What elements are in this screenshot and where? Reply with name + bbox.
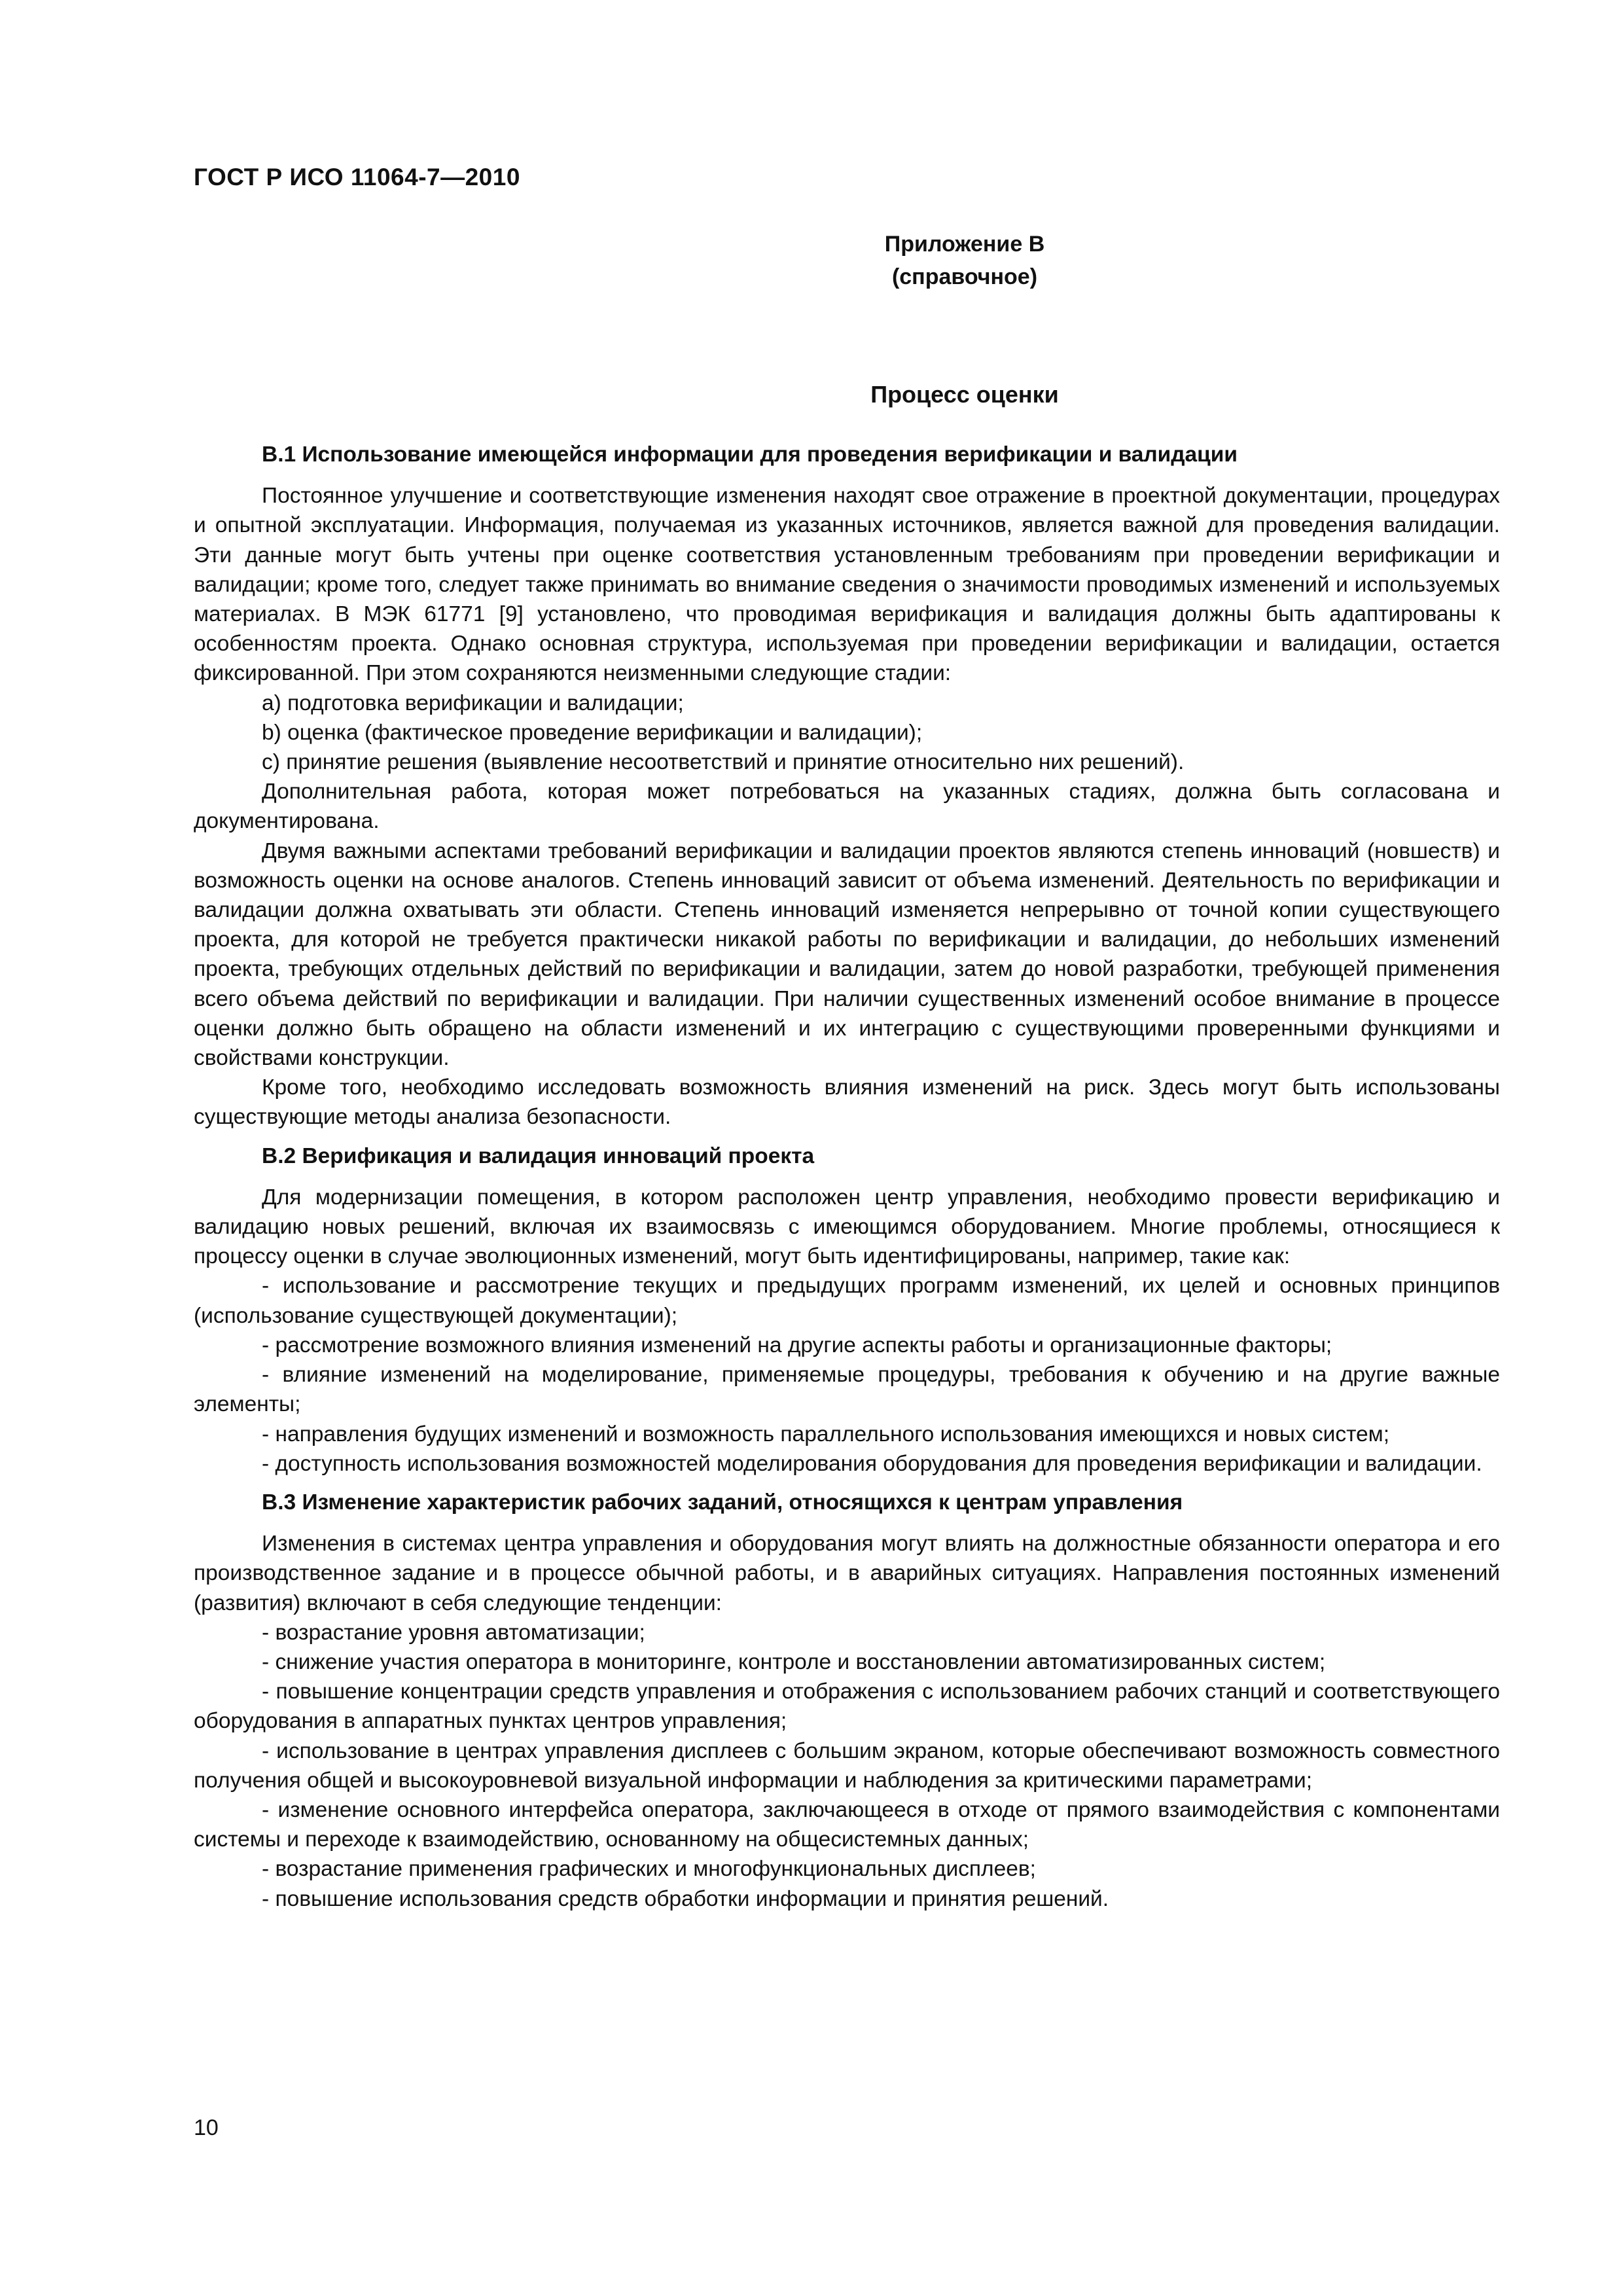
list-item: - снижение участия оператора в мониторинге, контроле и восстановлении автоматизированных систем; (262, 1649, 1326, 1674)
paragraph: Двумя важными аспектами требований верификации и валидации проектов являются степень инноваций (новшеств) и возможность оценки на основе аналогов. Степень инноваций зависит от объема изменений. Деятельность по верификации и валидации должна охватывать эти области. Степень инноваций изменяется непрерывно от точной копии существующего проекта, для которой не требуется практически никакой работы по верификации и валидации, до небольших изменений проекта, требующих отдельных действий по верификации и валидации, затем до новой разработки, требующей применения всего объема действий по верификации и валидации. При наличии существенных изменений особое внимание в процессе оценки должно быть обращено на области изменений и их интеграцию с существующими проверенными функциями и свойствами конструкции. (194, 838, 1500, 1071)
paragraph: Постоянное улучшение и соответствующие изменения находят свое отражение в проектной документации, процедурах и опытной эксплуатации. Информация, получаемая из указанных источников, является важной для проведения валидации. Эти данные могут быть учтены при оценке соответствия установленным требованиям при проведении верификации и валидации; кроме того, следует также принимать во внимание сведения о значимости проводимых изменений и используемых материалах. В МЭК 61771 [9] установлено, что проводимая верификация и валидация должны быть адаптированы к особенностям проекта. Однако основная структура, используемая при проведении верификации и валидации, остается фиксированной. При этом сохраняются неизменными следующие стадии: (194, 484, 1500, 686)
list-item: b) оценка (фактическое проведение верификации и валидации); (262, 720, 923, 745)
list-item: - использование и рассмотрение текущих и предыдущих программ изменений, их целей и основных принципов (использование существующей документации); (194, 1274, 1500, 1328)
page-number: 10 (194, 2115, 219, 2140)
section-heading-b3: В.3 Изменение характеристик рабочих заданий, относящихся к центрам управления (262, 1490, 1183, 1515)
paragraph: Изменения в системах центра управления и оборудования могут влиять на должностные обязанности оператора и его производственное задание и в процессе обычной работы, и в аварийных ситуациях. Направления постоянных изменений (развития) включают в себя следующие тенденции: (194, 1532, 1500, 1615)
list-item: - доступность использования возможностей моделирования оборудования для проведения верификации и валидации. (262, 1451, 1482, 1476)
paragraph: Кроме того, необходимо исследовать возможность влияния изменений на риск. Здесь могут быть использованы существующие методы анализа безопасности. (194, 1075, 1500, 1130)
appendix-subtitle: (справочное) (891, 264, 1038, 289)
list-item: - изменение основного интерфейса оператора, заключающееся в отходе от прямого взаимодействия с компонентами системы и переходе к взаимодействию, основанному на общесистемных данных; (194, 1797, 1500, 1852)
list-item: - возрастание уровня автоматизации; (262, 1620, 645, 1645)
list-item: - повышение концентрации средств управления и отображения с использованием рабочих станций и соответствующего оборудования в аппаратных пунктах центров управления; (194, 1679, 1500, 1734)
list-item: - использование в центрах управления дисплеев с большим экраном, которые обеспечивают возможность совместного получения общей и высокоуровневой визуальной информации и наблюдения за критическими параметрами; (194, 1738, 1500, 1793)
list-item: - возрастание применения графических и многофункциональных дисплеев; (262, 1857, 1036, 1882)
standard-code: ГОСТ Р ИСО 11064-7—2010 (194, 164, 520, 190)
main-title (194, 381, 1500, 408)
list-item: c) принятие решения (выявление несоответствий и принятие относительно них решений). (262, 750, 1185, 775)
section-heading-b2: В.2 Верификация и валидация инноваций проекта (262, 1143, 815, 1168)
list-item: - рассмотрение возможного влияния изменений на другие аспекты работы и организационные факторы; (262, 1333, 1332, 1357)
list-item: a) подготовка верификации и валидации; (262, 691, 684, 715)
list-item: - влияние изменений на моделирование, применяемые процедуры, требования к обучению и на другие важные элементы; (194, 1363, 1500, 1417)
list-item: - повышение использования средств обработки информации и принятия решений. (262, 1886, 1109, 1911)
appendix-heading (194, 228, 1500, 293)
document-body (194, 440, 1500, 1914)
appendix-title: Приложение В (884, 232, 1045, 257)
main-title-text: Процесс оценки (870, 381, 1059, 408)
paragraph: Для модернизации помещения, в котором расположен центр управления, необходимо провести верификацию и валидацию новых решений, включая их взаимосвязь с имеющимся оборудованием. Многие проблемы, относящиеся к процессу оценки в случае эволюционных изменений, могут быть идентифицированы, например, такие как: (194, 1185, 1500, 1269)
list-item: - направления будущих изменений и возможность параллельного использования имеющихся и новых систем; (262, 1422, 1390, 1446)
section-heading-b1: В.1 Использование имеющейся информации для проведения верификации и валидации (262, 442, 1238, 467)
paragraph: Дополнительная работа, которая может потребоваться на указанных стадиях, должна быть согласована и документирована. (194, 780, 1500, 834)
